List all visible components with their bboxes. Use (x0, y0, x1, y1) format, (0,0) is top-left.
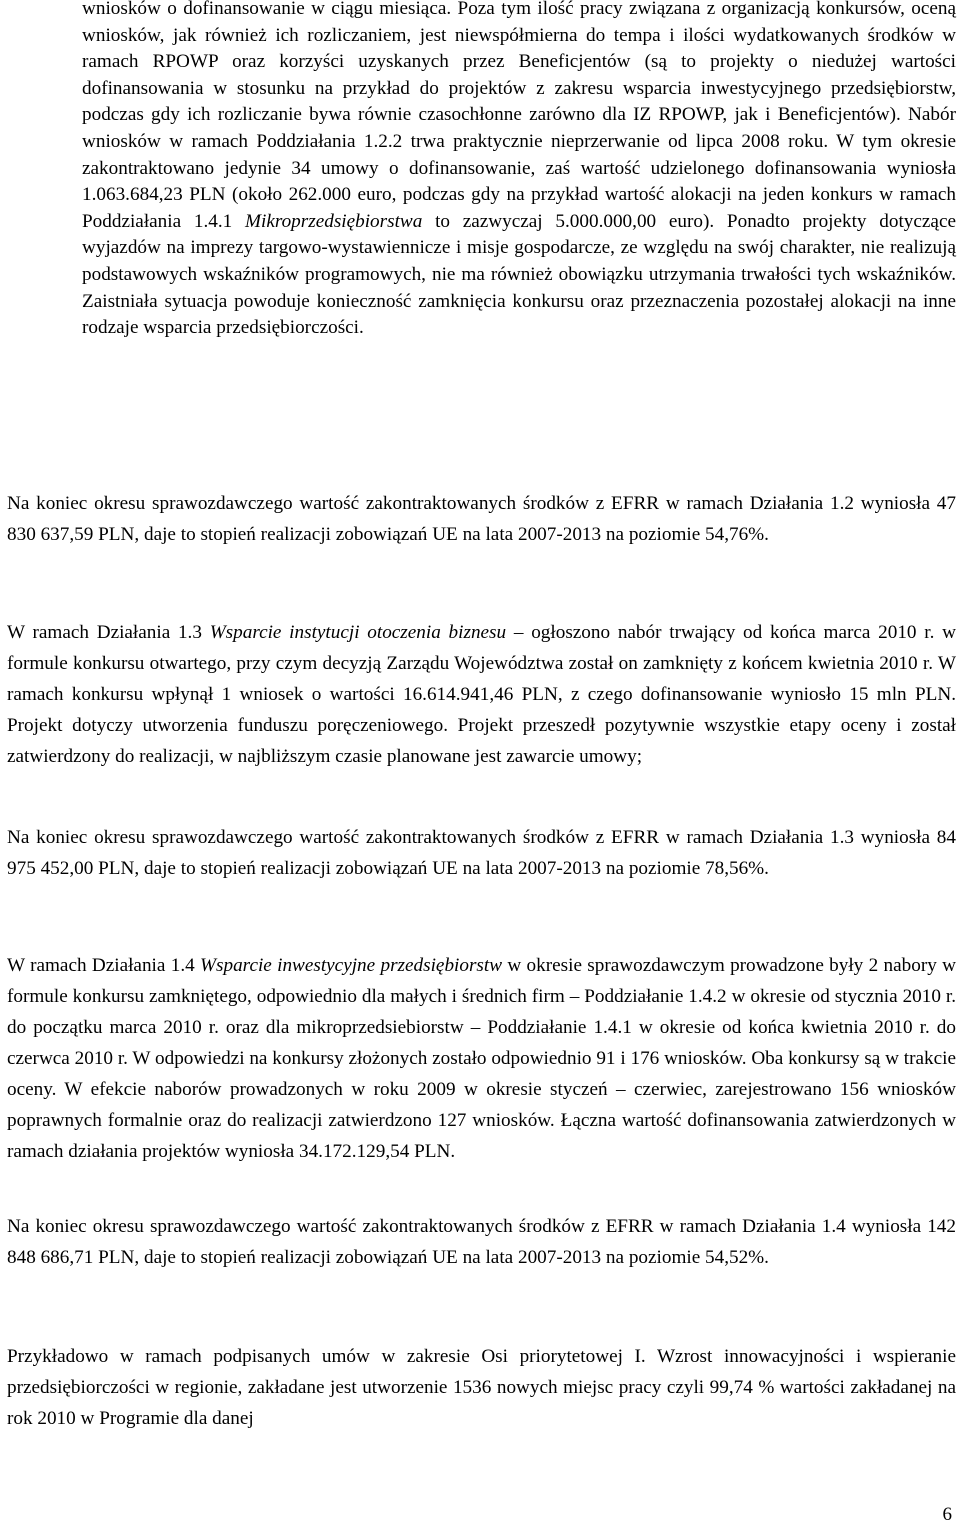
italic-term: Wsparcie inwestycyjne przedsiębiorstw (200, 955, 503, 976)
paragraph-text: wniosków o dofinansowanie w ciągu miesiąca. Poza tym ilość pracy związana z organizacją konkursów, oceną wniosków, jak również ich rozliczaniem, jest niewspółmierna do tempa i ilości wydatkowanych środków w ramach RPOWP oraz korzyści uzyskanych przez Beneficjentów (są to projekty o niedużej wartości dofinansowania w stosunku na przykład do projektów z zakresu wsparcia inwestycyjnego przedsiębiorstw, podczas gdy ich rozliczanie bywa równie czasochłonne zarówno dla IZ RPOWP, jak i Beneficjentów). Nabór wniosków w ramach Poddziałania 1.2.2 trwa praktycznie nieprzerwanie od lipca 2008 roku. W tym okresie zakontraktowano jedynie 34 umowy o dofinansowanie, zaś wartość udzielonego dofinansowania wyniosła 1.063.684,23 PLN (około 262.000 euro, podczas gdy na przykład wartość alokacji na jeden konkurs w ramach Poddziałania 1.4.1 (82, 0, 956, 232)
page-number: 6 (942, 1504, 952, 1525)
paragraph-summary-action-1-4 (7, 1211, 956, 1273)
italic-term: Wsparcie instytucji otoczenia biznesu (209, 622, 507, 643)
paragraph-subaction-1-2-2 (82, 0, 956, 342)
paragraph-text: w okresie sprawozdawczym prowadzone były 2 nabory w formule konkursu zamkniętego, odpowiednio dla małych i średnich firm – Poddziałanie 1.4.2 w okresie od stycznia 2010 r. do początku marca 2010 r. oraz dla mikroprzedsiebiorstw – Poddziałanie 1.4.1 w okresie od końca kwietnia 2010 r. do czerwca 2010 r. W odpowiedzi na konkursy złożonych zostało odpowiednio 91 i 176 wniosków. Oba konkursy są w trakcie oceny. W efekcie naborów prowadzonych w roku 2009 w okresie styczeń – czerwiec, zarejestrowano 156 wniosków poprawnych formalnie oraz do realizacji zatwierdzono 127 wniosków. Łączna wartość dofinansowania zatwierdzonych w ramach działania projektów wyniosła 34.172.129,54 PLN. (7, 955, 956, 1162)
paragraph-summary-action-1-2 (7, 488, 956, 550)
paragraph-text: – ogłoszono nabór trwający od końca marca 2010 r. w formule konkursu otwartego, przy czym decyzją Zarządu Województwa został on zamknięty z końcem kwietnia 2010 r. W ramach konkursu wpłynął 1 wniosek o wartości 16.614.941,46 PLN, z czego dofinansowanie wyniosło 15 mln PLN. Projekt dotyczy utworzenia funduszu poręczeniowego. Projekt przeszedł pozytywnie wszystkie etapy oceny i został zatwierdzony do realizacji, w najbliższym czasie planowane jest zawarcie umowy; (7, 622, 956, 767)
paragraph-text: Przykładowo w ramach podpisanych umów w zakresie Osi priorytetowej I. Wzrost innowacyjności i wspieranie przedsiębiorczości w regionie, zakładane jest utworzenie 1536 nowych miejsc pracy czyli 99,74 % wartości zakładanej na rok 2010 w Programie dla danej (7, 1346, 956, 1429)
paragraph-text: to zazwyczaj 5.000.000,00 euro). Ponadto projekty dotyczące wyjazdów na imprezy targowo-wystawiennicze i misje gospodarcze, ze względu na swój charakter, nie realizują podstawowych wskaźników programowych, nie ma również obowiązku utrzymania trwałości tych wskaźników. Zaistniała sytuacja powoduje konieczność zamknięcia konkursu oraz przeznaczenia pozostałej alokacji na inne rodzaje wsparcia przedsiębiorczości. (82, 210, 956, 339)
paragraph-text: Na koniec okresu sprawozdawczego wartość zakontraktowanych środków z EFRR w ramach Działania 1.2 wyniosła 47 830 637,59 PLN, daje to stopień realizacji zobowiązań UE na lata 2007-2013 na poziomie 54,76%. (7, 493, 956, 545)
paragraph-text: W ramach Działania 1.3 (7, 622, 210, 643)
paragraph-action-1-3 (7, 617, 956, 772)
paragraph-text: Na koniec okresu sprawozdawczego wartość zakontraktowanych środków z EFRR w ramach Działania 1.4 wyniosła 142 848 686,71 PLN, daje to stopień realizacji zobowiązań UE na lata 2007-2013 na poziomie 54,52%. (7, 1216, 956, 1268)
italic-term: Mikroprzedsiębiorstwa (245, 210, 423, 232)
paragraph-text: W ramach Działania 1.4 (7, 955, 201, 976)
paragraph-jobs-created (7, 1341, 956, 1434)
paragraph-summary-action-1-3 (7, 822, 956, 884)
paragraph-action-1-4 (7, 950, 956, 1167)
paragraph-text: Na koniec okresu sprawozdawczego wartość zakontraktowanych środków z EFRR w ramach Działania 1.3 wyniosła 84 975 452,00 PLN, daje to stopień realizacji zobowiązań UE na lata 2007-2013 na poziomie 78,56%. (7, 827, 956, 879)
